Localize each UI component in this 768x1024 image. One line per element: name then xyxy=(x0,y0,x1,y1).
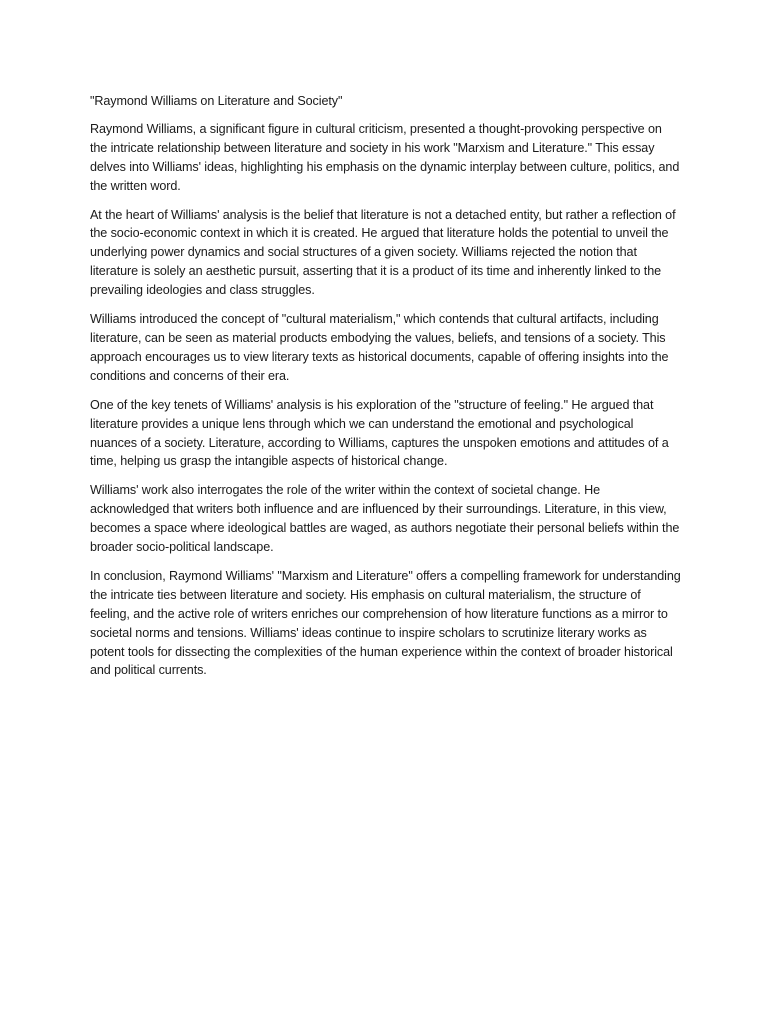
paragraph-4: One of the key tenets of Williams' analysis is his exploration of the "structure of feeling." He argued that literature provides a unique lens through which we can understand the emotional and psychological nuances of a society. Literature, according to Williams, captures the unspoken emotions and attitudes of a time, helping us grasp the intangible aspects of historical change. xyxy=(90,397,669,469)
paragraph-3: Williams introduced the concept of "cultural materialism," which contends that cultural artifacts, including literature, can be seen as material products embodying the values, beliefs, and tensions of a society. This approach encourages us to view literary texts as historical documents, capable of offering insights into the conditions and concerns of their era. xyxy=(90,312,669,383)
document-page xyxy=(90,92,682,690)
paragraph-1: Raymond Williams, a significant figure in cultural criticism, presented a thought-provoking perspective on the intricate relationship between literature and society in his work "Marxism and Literature." This essay delves into Williams' ideas, highlighting his emphasis on the dynamic interplay between culture, politics, and the written word. xyxy=(90,121,680,193)
paragraph-6: In conclusion, Raymond Williams' "Marxism and Literature" offers a compelling framework for understanding the intricate ties between literature and society. His emphasis on cultural materialism, the structure of feeling, and the active role of writers enriches our comprehension of how literature functions as a mirror to societal norms and tensions. Williams' ideas continue to inspire scholars to scrutinize literary works as potent tools for dissecting the complexities of the human experience within the context of broader historical and political currents. xyxy=(90,568,681,678)
paragraph-2: At the heart of Williams' analysis is the belief that literature is not a detached entity, but rather a reflection of the socio-economic context in which it is created. He argued that literature holds the potential to unveil the underlying power dynamics and social structures of a given society. Williams rejected the notion that literature is solely an aesthetic pursuit, asserting that it is a product of its time and inherently linked to the prevailing ideologies and class struggles. xyxy=(90,207,676,298)
paragraph-5: Williams' work also interrogates the role of the writer within the context of societal change. He acknowledged that writers both influence and are influenced by their surroundings. Literature, in this view, becomes a space where ideological battles are waged, as authors negotiate their personal beliefs within the broader socio-political landscape. xyxy=(90,483,680,555)
document-title: "Raymond Williams on Literature and Society" xyxy=(90,94,343,108)
